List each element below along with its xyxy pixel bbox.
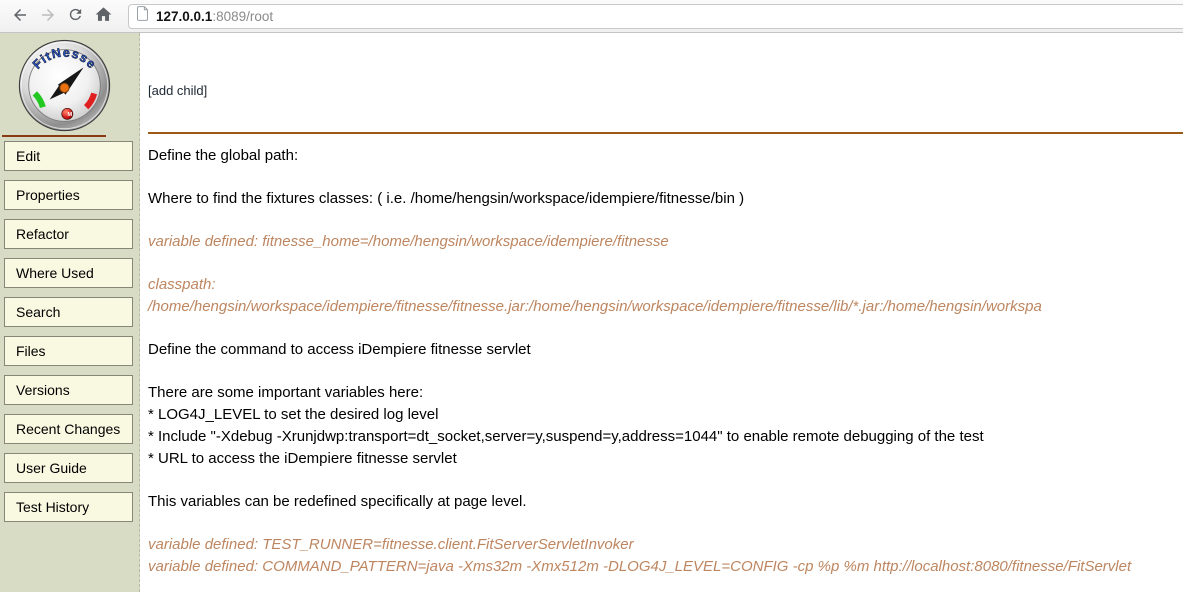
page-body [0,33,1183,592]
sidebar-item-test-history[interactable]: Test History [4,492,133,522]
refresh-icon [67,6,84,26]
wiki-paragraph: This variables can be redefined specifically at page level. [148,493,527,510]
sidebar-nav [0,141,139,522]
url-bar[interactable] [128,4,1183,29]
sidebar-item-where-used[interactable]: Where Used [4,258,133,288]
wiki-paragraph: Define the command to access iDempiere fitnesse servlet [148,341,531,358]
sidebar-item-recent-changes[interactable]: Recent Changes [4,414,133,444]
sidebar-divider [2,135,106,137]
home-icon [94,5,113,27]
back-arrow-icon [11,6,29,27]
sidebar-item-refactor[interactable]: Refactor [4,219,133,249]
wiki-paragraph: Where to find the fixtures classes: ( i.e. /home/hengsin/workspace/idempiere/fitnesse/bin ) [148,190,745,207]
sidebar-item-search[interactable]: Search [4,297,133,327]
variable-definition: variable defined: TEST_RUNNER=fitnesse.client.FitServerServletInvoker variable defined: COMMAND_PATTERN=java -Xms32m -Xmx512m -DLOG4J_LEVEL=CONFIG -cp %p %m http://localhost:8080/fitnesse/FitServlet [148,536,1132,575]
browser-toolbar [0,0,1183,33]
document-icon [136,6,149,26]
sidebar-item-user-guide[interactable]: User Guide [4,453,133,483]
variable-definition: variable defined: fitnesse_home=/home/hengsin/workspace/idempiere/fitnesse [148,233,669,250]
sidebar-item-files[interactable]: Files [4,336,133,366]
back-button[interactable] [6,3,33,30]
logo-text: FitNesse [29,45,100,72]
url-host: 127.0.0.1 [156,8,213,24]
sidebar-item-versions[interactable]: Versions [4,375,133,405]
wiki-content [148,145,1183,578]
fitnesse-gauge-logo [18,39,111,132]
home-button[interactable] [90,3,117,30]
add-child-link[interactable]: [add child] [148,83,208,98]
sidebar-item-edit[interactable]: Edit [4,141,133,171]
forward-button[interactable] [34,3,61,30]
content-divider [148,132,1183,134]
wiki-paragraph: There are some important variables here: * LOG4J_LEVEL to set the desired log level * Include "-Xdebug -Xrunjdwp:transport=dt_socket,server=y,suspend=y,address=1044" to enable remote debugging of the test * URL to access the iDempiere fitnesse servlet [148,384,984,467]
svg-text:M: M [67,112,73,119]
forward-arrow-icon [39,6,57,27]
sidebar [0,33,140,592]
wiki-paragraph: Define the global path: [148,147,299,164]
url-path: :8089/root [212,8,274,24]
main-content [140,33,1183,592]
sidebar-item-properties[interactable]: Properties [4,180,133,210]
variable-definition: classpath: /home/hengsin/workspace/idempiere/fitnesse/fitnesse.jar:/home/hengsin/workspace/idempiere/fitnesse/lib/*.jar:/home/hengsin/workspa [148,276,1042,315]
refresh-button[interactable] [62,3,89,30]
